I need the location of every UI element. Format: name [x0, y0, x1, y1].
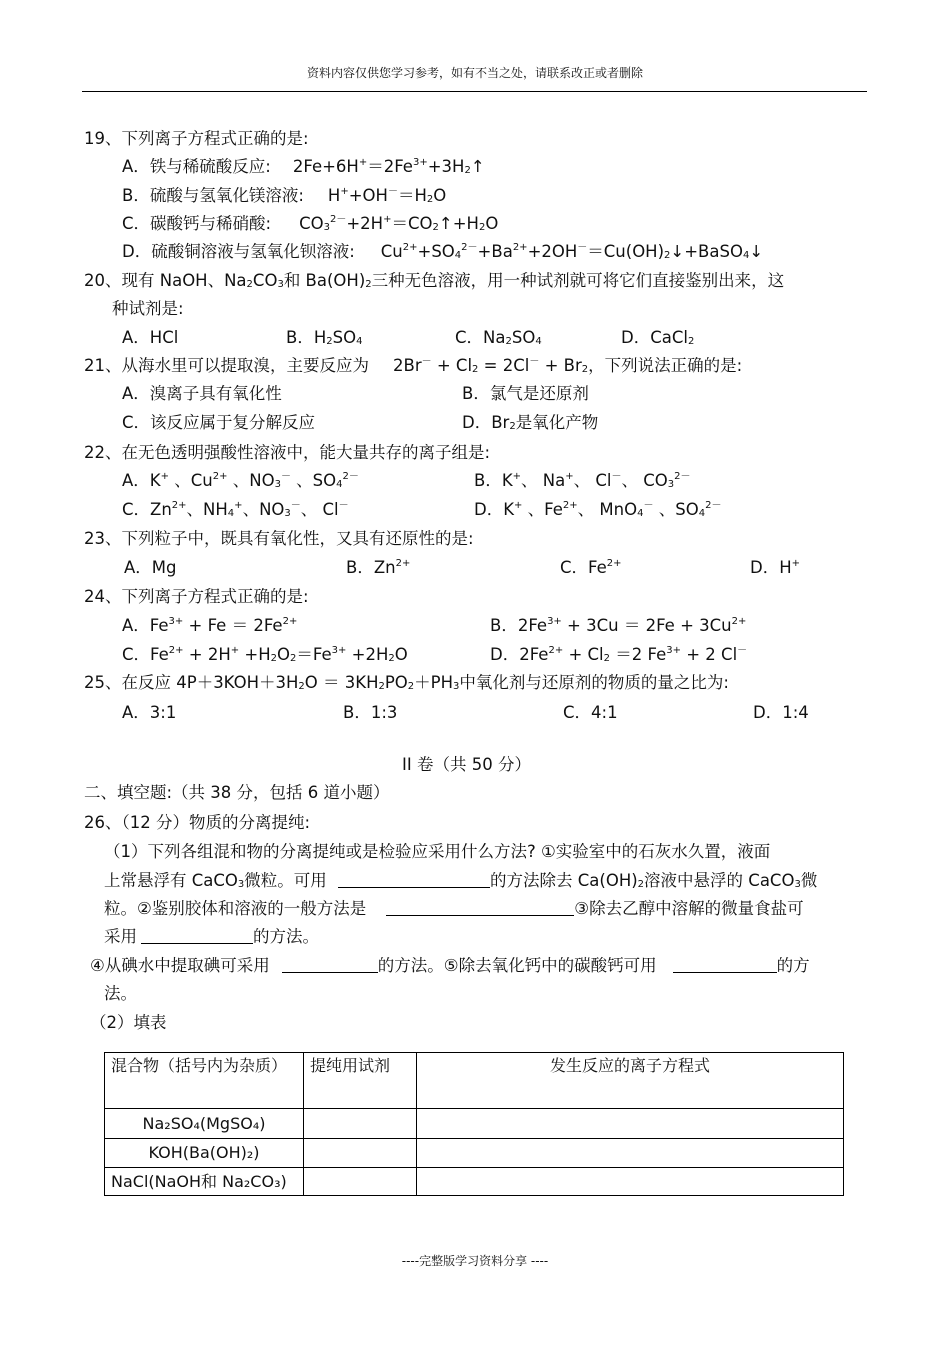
q24-option-a: A．$Fe^{3+} + Fe = 2Fe^{2+}$	[122, 616, 298, 635]
q22-option-b: B．K+、 Na+、 Cl－、 $CO_3^{2-}$	[474, 471, 691, 490]
blank-1[interactable]	[338, 871, 490, 888]
blank-3[interactable]	[141, 927, 253, 944]
q26-p2: 上常悬浮有 CaCO$_3$微粒。可用 的方法除去 $Ca(OH)_2$溶液中悬浮的 CaCO$_3$微	[104, 871, 818, 890]
page-header: 资料内容仅供您学习参考，如有不当之处，请联系改正或者删除	[306, 66, 643, 80]
section-heading: 二、填空题:（共 38 分，包括 6 道小题）	[84, 783, 390, 802]
q23-option-d: D．H+	[750, 558, 801, 577]
page-footer: ----完整版学习资料分享 ----	[401, 1254, 549, 1268]
q24-option-b: B．$2Fe^{3+} + 3Cu = 2Fe + 3Cu^{2+}$	[490, 616, 747, 635]
q21-option-d: D．$Br_2$是氧化产物	[462, 413, 599, 432]
q19-stem: 19、下列离子方程式正确的是:	[84, 129, 309, 148]
table-header-mixture: 混合物（括号内为杂质）	[105, 1053, 304, 1109]
table-header-equation: 发生反应的离子方程式	[417, 1053, 844, 1109]
section-title: II 卷（共 50 分）	[402, 755, 531, 774]
table-row-2-reagent[interactable]	[304, 1139, 417, 1168]
table-row-3-reagent[interactable]	[304, 1168, 417, 1196]
q22-option-c: C．$Zn^{2+}$、$NH_4^+$、$NO_3^-$、 Cl－	[122, 500, 349, 519]
q20-option-a: A．HCl	[122, 328, 179, 347]
blank-2[interactable]	[386, 899, 574, 916]
q24-option-d: D．$2Fe^{2+} + Cl_2 =2$ $Fe^{3+} + 2$ Cl－	[490, 645, 748, 664]
q22-stem: 22、在无色透明强酸性溶液中，能大量共存的离子组是:	[84, 443, 491, 462]
q26-stem: 26、（12 分）物质的分离提纯:	[84, 813, 311, 832]
q20-option-c: C．$Na_2SO_4$	[455, 328, 542, 347]
table-row-1-reagent[interactable]	[304, 1109, 417, 1139]
q26-p5: ④从碘水中提取碘可采用 的方法。⑤除去氧化钙中的碳酸钙可用 的方	[90, 956, 810, 975]
table-row-3-equation[interactable]	[417, 1168, 844, 1196]
q22-option-a: A．K+ 、$Cu^{2+}$ 、$NO_3^-$ 、$SO_4^{2-}$	[122, 471, 359, 490]
q20-option-d: D．CaCl$_2$	[621, 328, 695, 347]
q21-stem: 21、从海水里可以提取溴，主要反应为 $2Br^- + Cl_2 = 2Cl^- + Br_2$，下列说法正确的是:	[84, 356, 743, 375]
q19-option-c: C．碳酸钙与稀硝酸: $CO_3^{2-}+2H^+=CO_2↑+H_2O$	[122, 214, 499, 233]
q23-option-a: A．Mg	[124, 558, 177, 577]
q25-option-b: B．1:3	[343, 703, 398, 722]
header-rule	[82, 91, 867, 92]
q20-stem: 20、现有 NaOH、$Na_2CO_3$和 $Ba(OH)_2$三种无色溶液，用一种试剂就可将它们直接鉴别出来，这	[84, 271, 785, 290]
q23-option-c: C．$Fe^{2+}$	[560, 558, 622, 577]
q25-stem: 25、在反应 $4P+3KOH+3H_2O = 3KH_2PO_2+PH_3$中氧化剂与还原剂的物质的量之比为:	[84, 673, 729, 692]
q25-option-c: C．4:1	[563, 703, 618, 722]
q24-stem: 24、下列离子方程式正确的是:	[84, 587, 309, 606]
q22-option-d: D．K+ 、$Fe^{2+}$、 MnO$_4$－ 、$SO_4^{2-}$	[474, 500, 722, 519]
q20-option-b: B．$H_2SO_4$	[286, 328, 363, 347]
q21-option-a: A．溴离子具有氧化性	[122, 384, 282, 403]
q19-option-d: D．硫酸铜溶液与氢氧化钡溶液: $Cu^{2+}+SO_4^{2-}+Ba^{2+}+2OH^-=Cu(OH)_2↓+BaSO_4↓$	[122, 242, 764, 261]
blank-4[interactable]	[282, 956, 378, 973]
table-header-reagent: 提纯用试剂	[304, 1053, 417, 1109]
table-row-3-mixture: NaCl(NaOH和 Na₂CO₃)	[105, 1168, 304, 1196]
blank-5[interactable]	[673, 956, 777, 973]
table-row-1-mixture: Na₂SO₄(MgSO₄)	[105, 1109, 304, 1139]
q26-p7: （2）填表	[90, 1013, 167, 1032]
q19-option-a: A．铁与稀硫酸反应: $2Fe+6H^+=2Fe^{3+}+3H_2↑$	[122, 157, 485, 176]
purification-table	[104, 1052, 844, 1196]
q21-option-c: C．该反应属于复分解反应	[122, 413, 316, 432]
q25-option-a: A．3:1	[122, 703, 177, 722]
table-row-2-mixture: KOH(Ba(OH)₂)	[105, 1139, 304, 1168]
q19-option-b: B．硫酸与氢氧化镁溶液: $H^++OH^-=H_2O$	[122, 186, 447, 205]
q26-p6: 法。	[104, 984, 137, 1003]
q26-p1: （1）下列各组混和物的分离提纯或是检验应采用什么方法? ①实验室中的石灰水久置，液面	[104, 842, 771, 861]
q24-option-c: C．$Fe^{2+} + 2H^+ +H_2O_2=Fe^{3+} +2H_2O$	[122, 645, 408, 664]
q23-stem: 23、下列粒子中，既具有氧化性，又具有还原性的是:	[84, 529, 474, 548]
q20-stem-line2: 种试剂是:	[112, 299, 184, 318]
q25-option-d: D．1:4	[753, 703, 809, 722]
q21-option-b: B．氯气是还原剂	[462, 384, 589, 403]
q26-p4: 采用 的方法。	[104, 927, 319, 946]
table-row-1-equation[interactable]	[417, 1109, 844, 1139]
q26-p3: 粒。②鉴别胶体和溶液的一般方法是 ③除去乙醇中溶解的微量食盐可	[104, 899, 804, 918]
table-row-2-equation[interactable]	[417, 1139, 844, 1168]
q23-option-b: B．$Zn^{2+}$	[346, 558, 411, 577]
